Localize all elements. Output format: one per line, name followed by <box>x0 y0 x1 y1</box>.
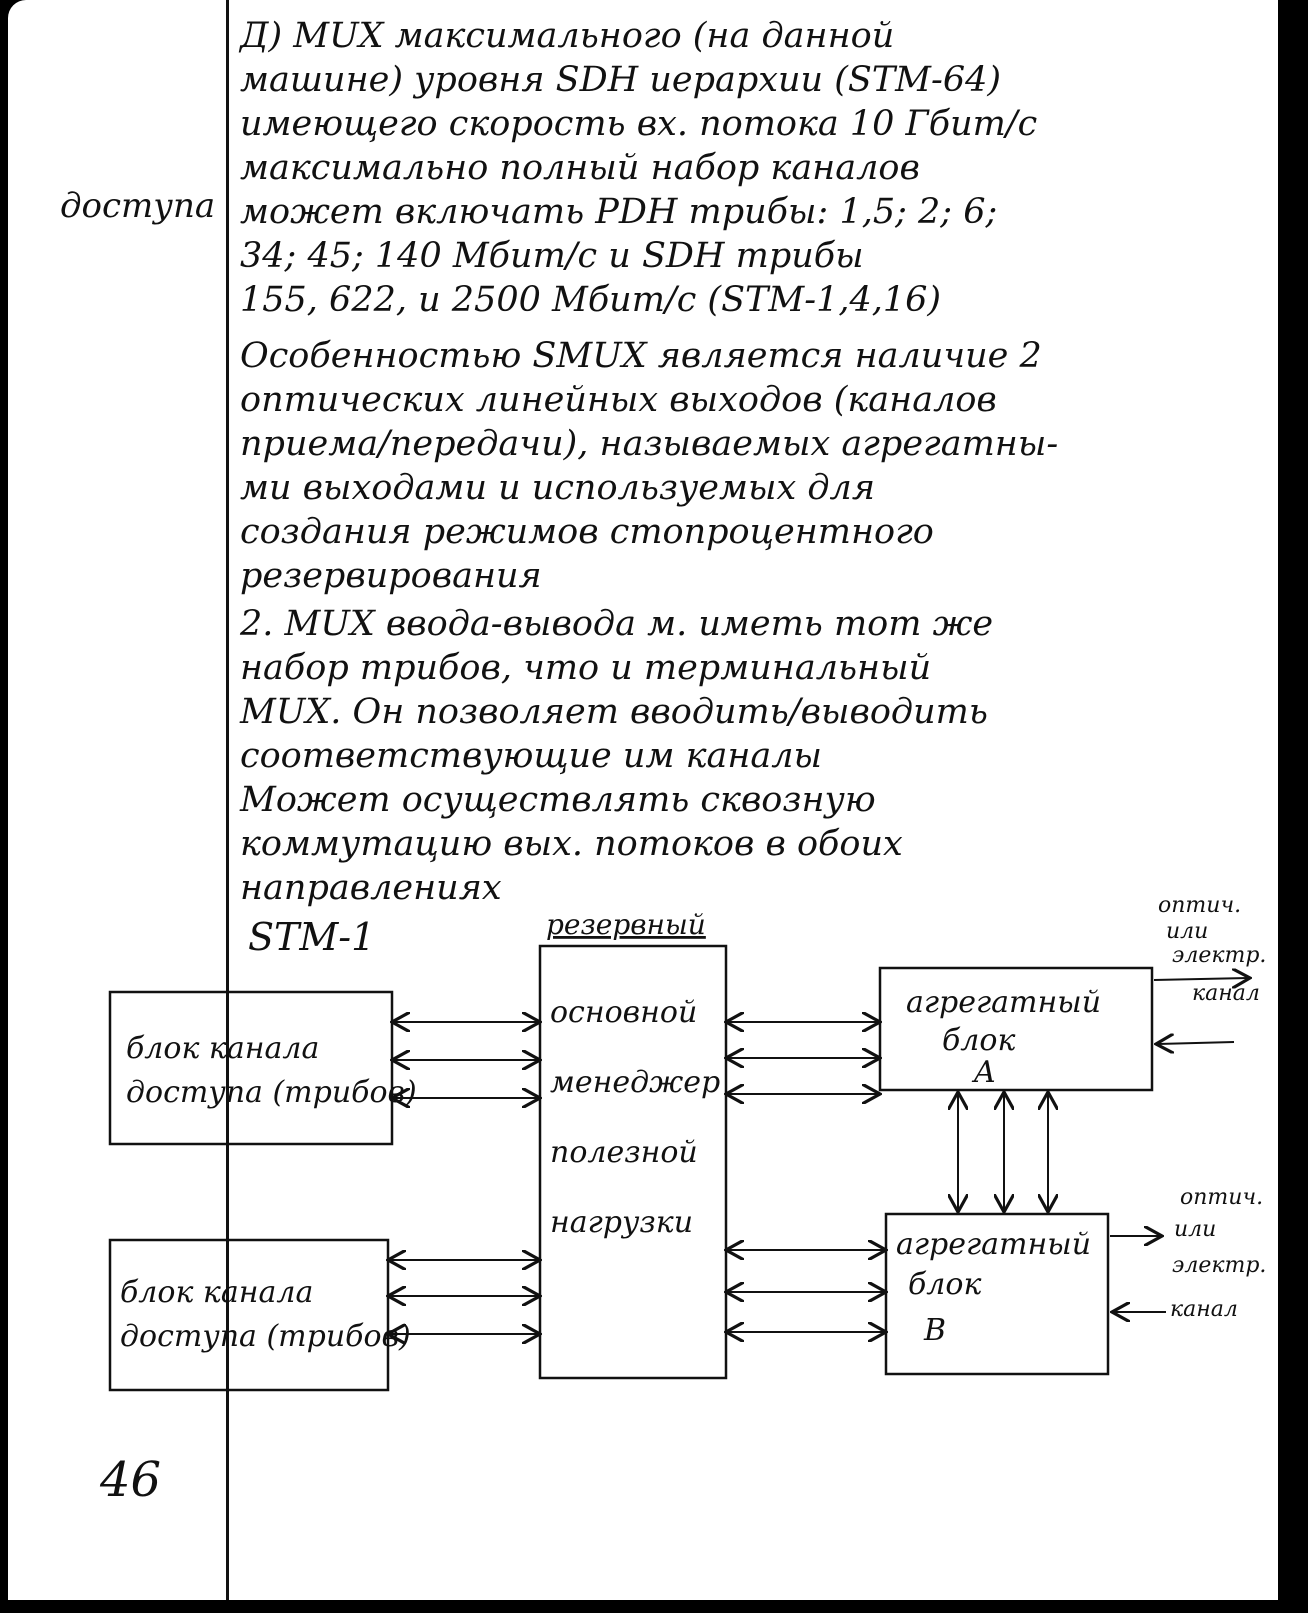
aggregate-a-line-3: A <box>974 1055 996 1090</box>
access-block-2-line-2: доступа (трибов) <box>120 1319 411 1354</box>
binding-hole <box>1282 1150 1304 1166</box>
binding-hole <box>1282 1322 1304 1338</box>
binding-hole <box>1282 118 1304 134</box>
access-block-1-line-1: блок канала <box>126 1031 320 1066</box>
manager-line-1: основной <box>550 995 698 1030</box>
binding-hole <box>1282 1236 1304 1252</box>
notebook-page <box>8 0 1278 1600</box>
text-line: Особенностью SMUX является наличие 2 <box>240 336 1042 376</box>
out-label-b-3: электр. <box>1172 1253 1267 1278</box>
access-block-2-line-1: блок канала <box>120 1275 314 1310</box>
binding-hole <box>1282 1064 1304 1080</box>
text-line: оптических линейных выходов (каналов <box>240 380 997 420</box>
text-line: резервирования <box>240 556 542 596</box>
text-line: 34; 45; 140 Мбит/с и SDH трибы <box>240 236 864 276</box>
aggregate-a-line-1: агрегатный <box>906 985 1102 1020</box>
binding-hole <box>1282 548 1304 564</box>
out-label-b-2: или <box>1174 1217 1217 1242</box>
text-line: создания режимов стопроцентного <box>240 512 934 552</box>
aggregate-b-line-3: B <box>924 1313 947 1348</box>
manager-line-3: полезной <box>550 1135 698 1170</box>
manager-line-2: менеджер <box>550 1065 721 1100</box>
text-line: MUX. Он позволяет вводить/выводить <box>240 692 988 732</box>
out-label-b-4: канал <box>1170 1297 1238 1322</box>
smux-block-diagram <box>8 0 1278 1600</box>
aggregate-b-line-2: блок <box>908 1267 982 1302</box>
binding-hole <box>1282 806 1304 822</box>
page-number: 46 <box>100 1452 162 1508</box>
out-label-a-3: электр. <box>1172 943 1267 968</box>
text-line: ми выходами и используемых для <box>240 468 876 508</box>
text-line: машине) уровня SDH иерархии (STM-64) <box>240 60 1002 100</box>
spiral-binding <box>1268 0 1308 1613</box>
binding-hole <box>1282 204 1304 220</box>
manager-line-4: нагрузки <box>550 1205 694 1240</box>
input-arrow-a <box>1158 1042 1234 1044</box>
binding-hole <box>1282 1494 1304 1510</box>
binding-hole <box>1282 634 1304 650</box>
text-line: имеющего скорость вх. потока 10 Гбит/с <box>240 104 1038 144</box>
out-label-a-1: оптич. <box>1158 893 1242 918</box>
binding-hole <box>1282 376 1304 392</box>
text-line: Д) MUX максимального (на данной <box>240 16 895 56</box>
access-block-2 <box>110 1240 388 1390</box>
stm-label: STM-1 <box>248 915 376 959</box>
binding-hole <box>1282 720 1304 736</box>
out-label-b-1: оптич. <box>1180 1185 1264 1210</box>
text-line: соответствующие им каналы <box>240 736 823 776</box>
text-line: набор трибов, что и терминальный <box>240 648 932 688</box>
binding-hole <box>1282 1408 1304 1424</box>
text-line: 2. MUX ввода-вывода м. иметь тот же <box>240 604 994 644</box>
text-line: Может осуществлять сквозную <box>240 780 876 820</box>
out-label-a-2: или <box>1166 919 1209 944</box>
binding-hole <box>1282 34 1304 50</box>
access-block-1 <box>110 992 392 1144</box>
out-label-a-4: канал <box>1192 981 1260 1006</box>
text-line: приема/передачи), называемых агрегатны- <box>240 424 1059 464</box>
binding-hole <box>1282 290 1304 306</box>
text-line: может включать PDH трибы: 1,5; 2; 6; <box>240 192 998 232</box>
text-line: коммутацию вых. потоков в обоих <box>240 824 903 864</box>
text-line: 155, 622, и 2500 Мбит/с (STM-1,4,16) <box>240 280 942 320</box>
output-arrow-a <box>1154 978 1248 980</box>
binding-hole <box>1282 892 1304 908</box>
manager-header: резервный <box>546 908 706 941</box>
aggregate-b-line-1: агрегатный <box>896 1227 1092 1262</box>
binding-hole <box>1282 462 1304 478</box>
text-line: максимально полный набор каналов <box>240 148 920 188</box>
text-line: направлениях <box>240 868 502 908</box>
binding-hole <box>1282 978 1304 994</box>
margin-note: доступа <box>60 186 216 226</box>
access-block-1-line-2: доступа (трибов) <box>126 1075 417 1110</box>
aggregate-a-line-2: блок <box>942 1023 1016 1058</box>
